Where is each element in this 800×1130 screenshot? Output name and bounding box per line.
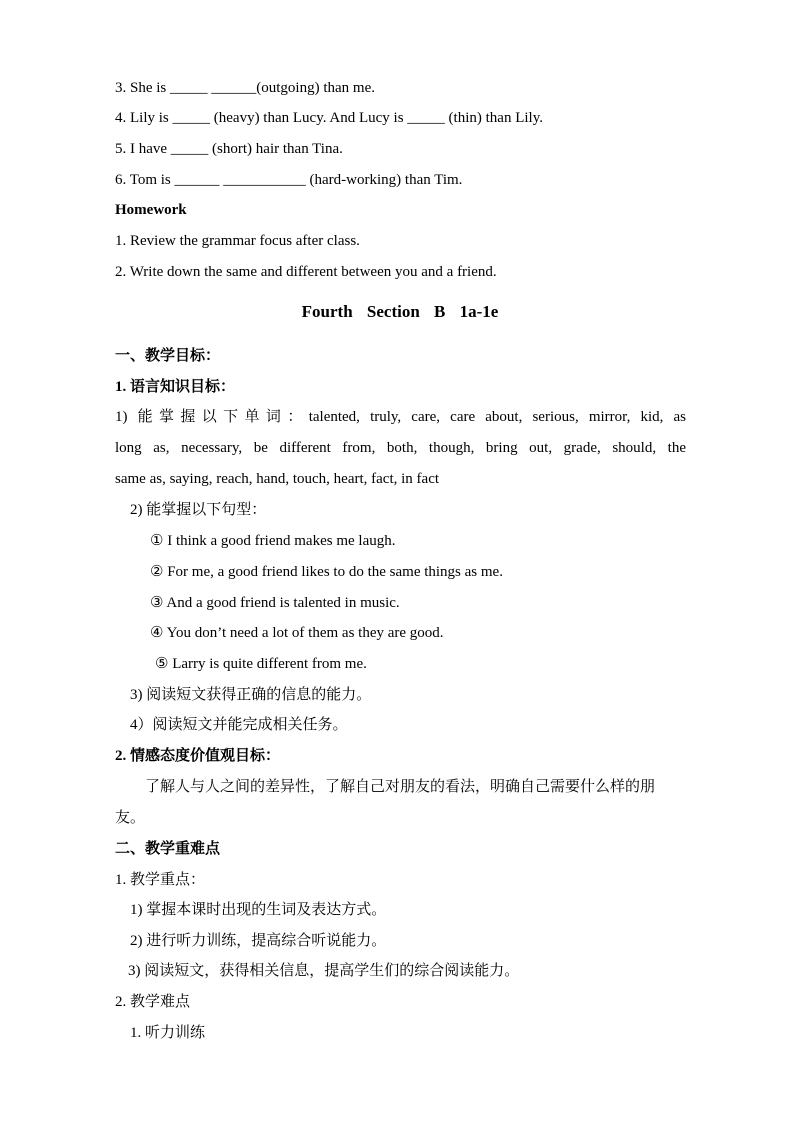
exercise-item: 4. Lily is _____ (heavy) than Lucy. And Lucy is _____ (thin) than Lily. (115, 110, 543, 126)
focus-item: 1) 掌握本课时出现的生词及表达方式。 (130, 902, 387, 918)
vocabulary-line: 1) 能掌握以下单词：talented, truly, care, care about, serious, mirror, kid, as (115, 409, 686, 425)
emotion-paragraph-line: 了解人与人之间的差异性，了解自己对朋友的看法，明确自己需要什么样的朋 (145, 779, 656, 795)
language-objectives-heading: 1. 语言知识目标： (115, 379, 236, 395)
difficulty-item: 1. 听力训练 (130, 1025, 206, 1041)
vocabulary-line: same as, saying, reach, hand, touch, heart, fact, in fact (115, 471, 440, 487)
ability-item: 3) 阅读短文获得正确的信息的能力。 (130, 687, 372, 703)
sentence-item: ⑤ Larry is quite different from me. (155, 656, 367, 672)
emotion-paragraph-line: 友。 (115, 810, 146, 826)
exercise-item: 5. I have _____ (short) hair than Tina. (115, 141, 343, 157)
difficulty-heading: 2. 教学难点 (115, 994, 191, 1010)
homework-item: 1. Review the grammar focus after class. (115, 233, 360, 249)
homework-heading: Homework (115, 202, 187, 218)
sentence-item: ④ You don’t need a lot of them as they are good. (150, 625, 444, 641)
focus-item: 3) 阅读短文，获得相关信息，提高学生们的综合阅读能力。 (128, 963, 520, 979)
focus-heading: 1. 教学重点： (115, 872, 206, 888)
sentence-item: ③ And a good friend is talented in music. (150, 595, 400, 611)
key-points-heading: 二、教学重难点 (115, 841, 221, 857)
sentences-heading: 2) 能掌握以下句型： (130, 502, 267, 518)
sentence-item: ① I think a good friend makes me laugh. (150, 533, 396, 549)
emotion-objectives-heading: 2. 情感态度价值观目标： (115, 748, 281, 764)
sentence-item: ② For me, a good friend likes to do the same things as me. (150, 564, 503, 580)
section-title: Fourth Section B 1a-1e (301, 302, 499, 321)
exercise-item: 6. Tom is ______ ___________ (hard-working) than Tim. (115, 172, 463, 188)
ability-item: 4）阅读短文并能完成相关任务。 (130, 717, 348, 733)
exercise-item: 3. She is _____ ______(outgoing) than me. (115, 80, 375, 96)
vocabulary-line: long as, necessary, be different from, both, though, bring out, grade, should, the (115, 440, 686, 456)
focus-item: 2) 进行听力训练，提高综合听说能力。 (130, 933, 387, 949)
objectives-heading: 一、教学目标： (115, 348, 221, 364)
homework-item: 2. Write down the same and different between you and a friend. (115, 264, 497, 280)
